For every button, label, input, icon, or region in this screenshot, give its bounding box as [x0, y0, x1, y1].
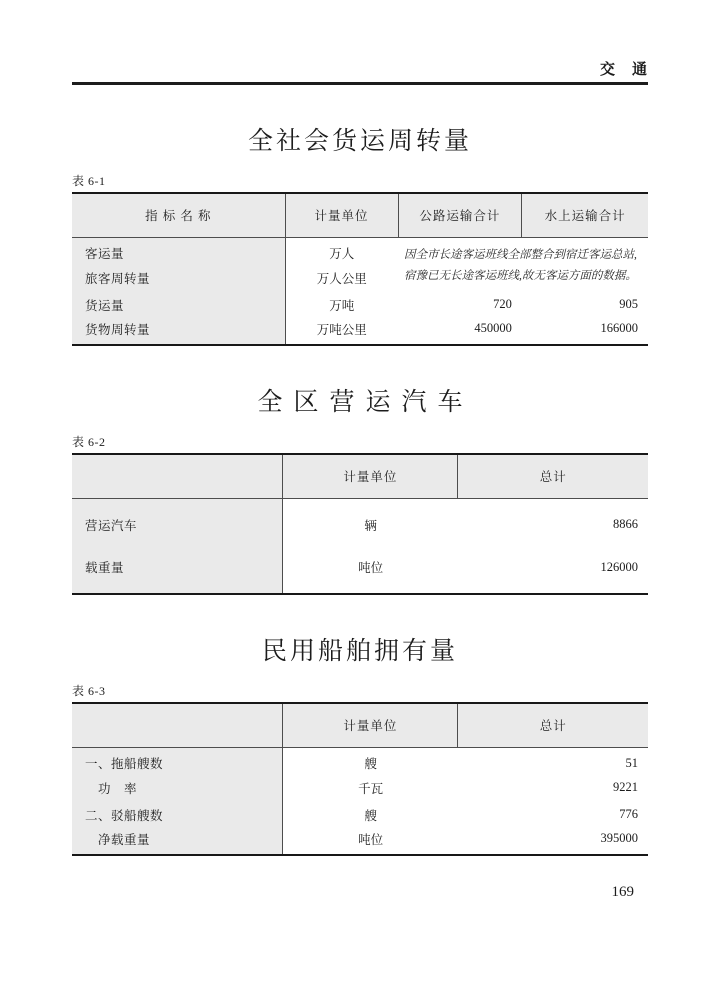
page-number: 169: [611, 884, 634, 900]
section-civil-ships: [72, 635, 648, 856]
section-title: 民用船舶拥有量: [261, 638, 458, 665]
page-header: [72, 60, 648, 85]
column-header-unit: 计量单位: [283, 703, 458, 747]
row-label-cell: 旅客周转量: [72, 264, 285, 291]
value-cell: 9221: [613, 780, 638, 794]
row-label-cell: 一、拖船艘数: [72, 747, 283, 774]
header-rule: [72, 82, 648, 85]
row-label-cell: 客运量: [72, 237, 285, 264]
value-cell: 720: [493, 297, 512, 311]
column-header-blank: [72, 703, 283, 747]
column-header-indicator: 指 标 名 称: [72, 193, 285, 237]
unit-cell: 万吨: [329, 298, 355, 313]
unit-cell: 吨位: [358, 832, 384, 847]
column-header-total: 总计: [458, 454, 648, 498]
unit-cell: 辆: [364, 518, 377, 533]
unit-cell: 万人: [329, 247, 355, 262]
unit-cell: 千瓦: [358, 781, 384, 796]
section-title: 全区营运汽车: [257, 389, 474, 416]
table-row: [72, 498, 648, 546]
freight-turnover-table: [72, 192, 648, 346]
table-row: [72, 546, 648, 594]
row-label-cell: 净载重量: [72, 828, 283, 855]
table-label: 表 6-2: [72, 435, 106, 449]
note-cell: 因全市长途客运班线全部整合到宿迁客运总站,宿豫已无长途客运班线,故无客运方面的数据。: [404, 248, 637, 282]
table-row: [72, 828, 648, 855]
table-row: [72, 318, 648, 345]
column-header-highway: 公路运输合计: [398, 193, 522, 237]
value-cell: 776: [619, 807, 638, 821]
row-label-cell: 货物周转量: [72, 318, 285, 345]
column-header-blank: [72, 454, 283, 498]
table-label: 表 6-1: [72, 174, 106, 188]
table-row: [72, 747, 648, 774]
table-row: [72, 237, 648, 264]
operating-vehicles-table: [72, 453, 648, 595]
unit-cell: 吨位: [358, 561, 384, 575]
table-row: [72, 801, 648, 828]
table-row: [72, 291, 648, 318]
table-header-row: [72, 703, 648, 747]
value-cell: 905: [619, 297, 638, 311]
row-label-cell: 二、驳船艘数: [72, 801, 283, 828]
column-header-water: 水上运输合计: [522, 193, 648, 237]
table-header-row: [72, 193, 648, 237]
section-freight-turnover: [72, 125, 648, 346]
value-cell: 51: [625, 755, 638, 770]
table-header-row: [72, 454, 648, 498]
row-label-cell: 功 率: [72, 774, 283, 801]
value-cell: 395000: [600, 831, 638, 845]
table-row: [72, 774, 648, 801]
column-header-unit: 计量单位: [285, 193, 398, 237]
section-operating-vehicles: [72, 386, 648, 595]
column-header-total: 总计: [458, 703, 648, 747]
row-label-cell: 货运量: [72, 291, 285, 318]
unit-cell: 艘: [364, 808, 377, 823]
unit-cell: 艘: [364, 757, 377, 772]
value-cell: 450000: [474, 321, 512, 335]
section-title: 全社会货运周转量: [247, 128, 472, 155]
value-cell: 126000: [600, 559, 638, 574]
page-header-title: 交 通: [599, 62, 648, 78]
unit-cell: 万吨公里: [316, 322, 367, 337]
civil-ships-table: [72, 702, 648, 856]
table-label: 表 6-3: [72, 684, 106, 698]
row-label-cell: 营运汽车: [72, 498, 283, 546]
value-cell: 166000: [600, 321, 638, 335]
row-label-cell: 载重量: [72, 546, 283, 594]
unit-cell: 万人公里: [316, 271, 367, 286]
column-header-unit: 计量单位: [283, 454, 458, 498]
value-cell: 8866: [613, 517, 638, 532]
